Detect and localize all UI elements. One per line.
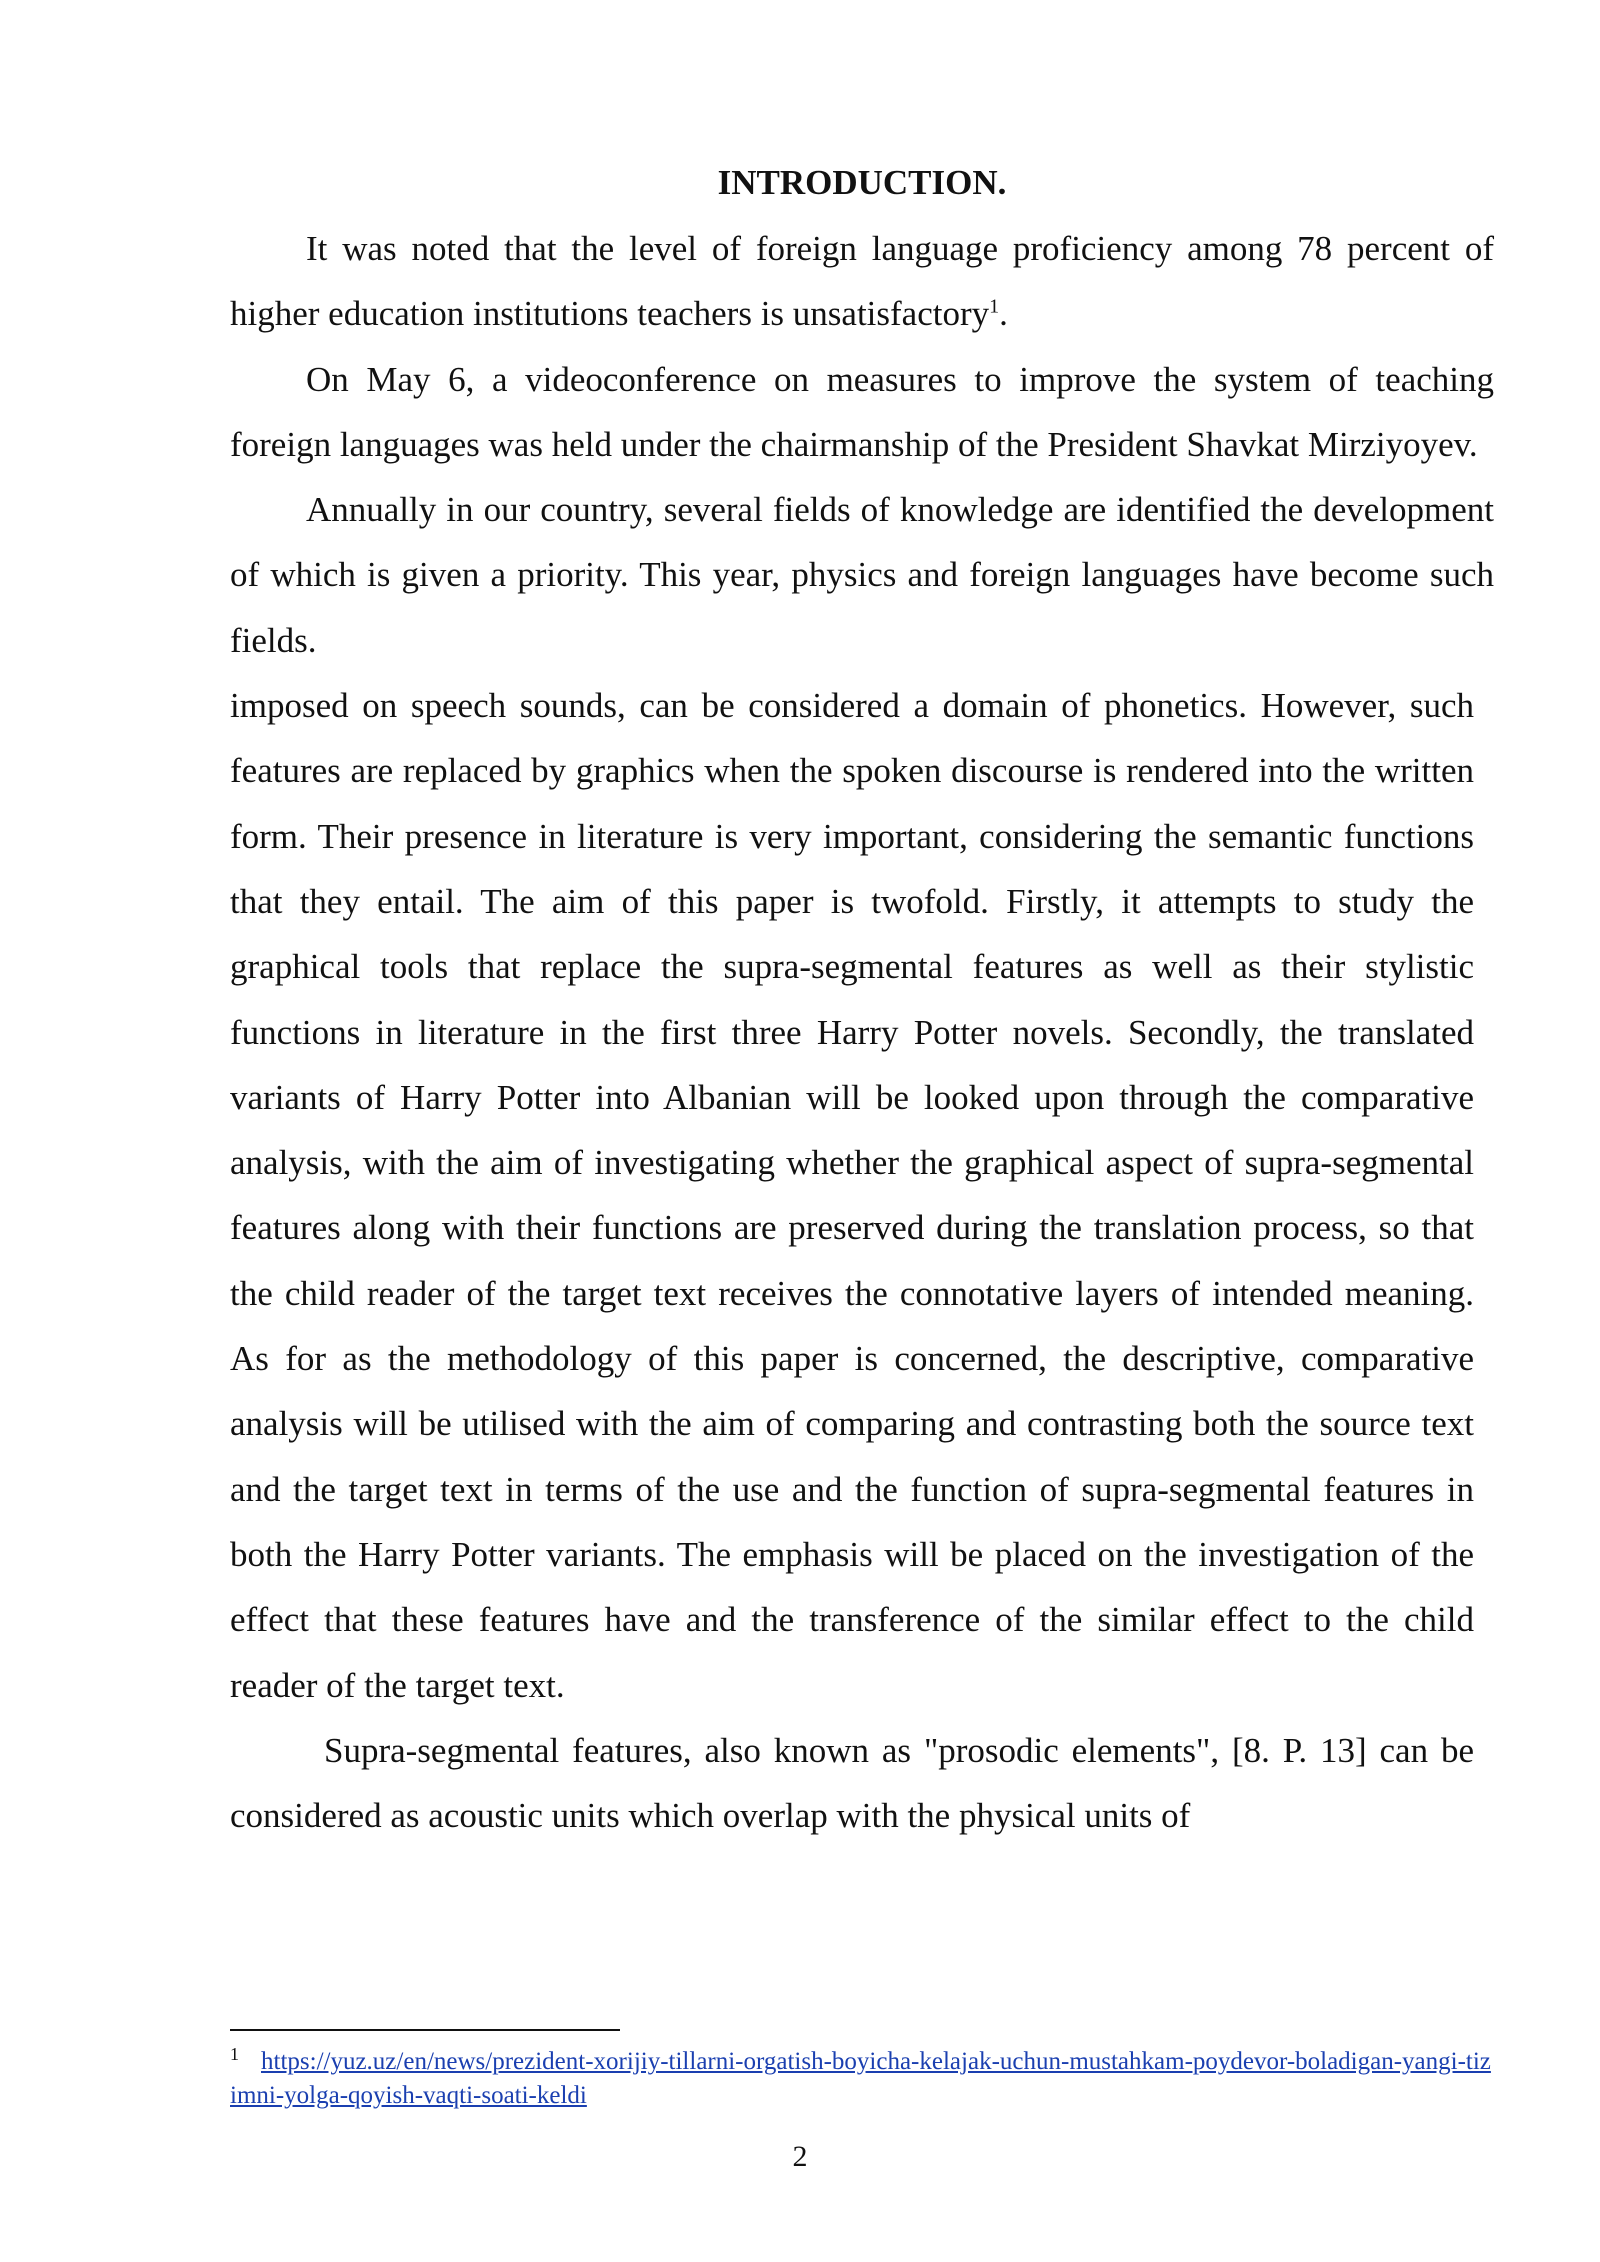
footnote bbox=[230, 2045, 1494, 2113]
paragraph-main-body: imposed on speech sounds, can be considered a domain of phonetics. However, such features are replaced by graphics when the spoken discourse is rendered into the written form. Their presence in literature is very important, considering the semantic functions that they entail. The aim of this paper is twofold. Firstly, it attempts to study the graphical tools that replace the supra-segmental features as well as their stylistic functions in literature in the first three Harry Potter novels. Secondly, the translated variants of Harry Potter into Albanian will be looked upon through the comparative analysis, with the aim of investigating whether the graphical aspect of supra-segmental features along with their functions are preserved during the translation process, so that the child reader of the target text receives the connotative layers of intended meaning. As for as the methodology of this paper is concerned, the descriptive, comparative analysis will be utilised with the aim of comparing and contrasting both the source text and the target text in terms of the use and the function of supra-segmental features in both the Harry Potter variants. The emphasis will be placed on the investigation of the effect that these features have and the transference of the similar effect to the child reader of the target text. bbox=[230, 686, 1474, 1705]
footnote-number: 1 bbox=[230, 2043, 239, 2064]
paragraph-supra-segmental: Supra-segmental features, also known as "prosodic elements", [8. P. 13] can be considered as acoustic units which overlap with the physical units of bbox=[230, 1730, 1474, 1836]
footnote-link[interactable]: https://yuz.uz/en/news/prezident-xorijiy-tillarni-orgatish-boyicha-kelajak-uchun-mustahkam-poydevor-boladigan-yangi-tizimni-yolga-qoyish-vaqti-soati-keldi bbox=[230, 2048, 1491, 2109]
paragraph-text: It was noted that the level of foreign language proficiency among 78 percent of higher education institutions teachers is unsatisfactory bbox=[230, 229, 1494, 334]
paragraph-end-punctuation: . bbox=[999, 294, 1008, 334]
footnote-separator bbox=[230, 2029, 620, 2031]
footnote-reference[interactable]: 1 bbox=[989, 295, 1000, 318]
paragraph-videoconference: On May 6, a videoconference on measures to improve the system of teaching foreign languages was held under the chairmanship of the President Shavkat Mirziyoyev. bbox=[230, 359, 1494, 464]
page-number: 2 bbox=[792, 2140, 808, 2173]
paragraph-priority-fields: Annually in our country, several fields of knowledge are identified the development of which is given a priority. This year, physics and foreign languages have become such fields. bbox=[230, 490, 1494, 660]
page-content bbox=[230, 150, 1494, 1848]
paragraph-proficiency bbox=[230, 216, 1494, 347]
section-heading: INTRODUCTION. bbox=[717, 163, 1007, 202]
